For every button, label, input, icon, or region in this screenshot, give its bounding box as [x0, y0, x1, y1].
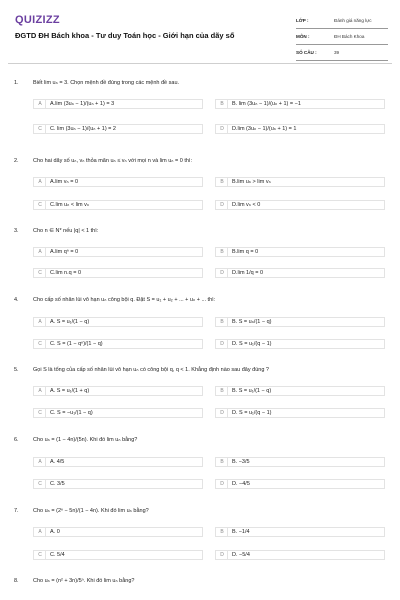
option-b[interactable] — [215, 317, 385, 327]
option-d[interactable] — [215, 339, 385, 349]
option-letter: C — [35, 201, 46, 209]
option-text: C. S = (1 − qⁿ)/(1 − q) — [50, 341, 103, 347]
meta-key: LỚP : — [296, 18, 309, 23]
option-b[interactable] — [215, 177, 385, 187]
option-text: B. −1/4 — [232, 529, 250, 535]
option-text: A. 4/5 — [50, 459, 65, 465]
meta-value: Đánh giá năng lực — [334, 18, 372, 23]
option-d[interactable] — [215, 550, 385, 560]
option-d[interactable] — [215, 200, 385, 210]
option-text: C. lim (3uₙ − 1)/(uₙ + 1) = 2 — [50, 126, 116, 132]
option-c[interactable] — [33, 124, 203, 134]
option-letter: B — [217, 100, 228, 108]
meta-value: 39 — [334, 50, 340, 55]
option-letter: A — [35, 100, 46, 108]
option-letter: A — [35, 318, 46, 326]
document-title: ĐGTD ĐH Bách khoa - Tư duy Toán học - Giới hạn của dãy số — [15, 31, 235, 40]
option-text: D.lim (3uₙ − 1)/(uₙ + 1) = 1 — [232, 126, 297, 132]
option-a[interactable] — [33, 177, 203, 187]
option-text: C.lim uₙ < lim vₙ — [50, 202, 90, 208]
option-letter: D — [217, 340, 228, 348]
question-text: Cho hai dãy số uₙ, vₙ thỏa mãn uₙ ≤ vₙ với mọi n và lim uₙ = 0 thì: — [33, 158, 192, 164]
meta-key: MÔN : — [296, 34, 310, 39]
option-a[interactable] — [33, 99, 203, 109]
option-text: D. −4/5 — [232, 481, 250, 487]
option-letter: D — [217, 480, 228, 488]
question-text: Gọi S là tổng của cấp số nhân lùi vô hạn uₙ có công bội q, q < 1. Khẳng định nào sau đây đúng ? — [33, 367, 269, 373]
question-text: Cho cấp số nhân lùi vô hạn uₙ công bội q. Đặt S = u₁ + u₂ + ... + uₙ + ... thì: — [33, 297, 216, 303]
question-text: Cho uₙ = (1 − 4n)/(5n). Khi đó lim uₙ bằng? — [33, 437, 138, 443]
option-letter: A — [35, 458, 46, 466]
option-c[interactable] — [33, 550, 203, 560]
option-b[interactable] — [215, 527, 385, 537]
header-divider — [8, 63, 392, 64]
question-number: 2. — [14, 158, 19, 164]
question-text: Biết lim uₙ = 3. Chọn mệnh đề đúng trong các mệnh đề sau. — [33, 80, 180, 86]
meta-value: ĐH Bách Khoa — [334, 34, 365, 39]
option-d[interactable] — [215, 124, 385, 134]
option-a[interactable] — [33, 317, 203, 327]
option-letter: B — [217, 248, 228, 256]
option-text: C.lim n.q = 0 — [50, 270, 82, 276]
option-letter: C — [35, 125, 46, 133]
question-text: Cho uₙ = (n² + 3n)/5ⁿ. Khi đó lim uₙ bằng? — [33, 578, 135, 584]
option-letter: C — [35, 340, 46, 348]
option-a[interactable] — [33, 247, 203, 257]
option-letter: C — [35, 551, 46, 559]
option-b[interactable] — [215, 247, 385, 257]
option-text: B. −3/5 — [232, 459, 250, 465]
option-d[interactable] — [215, 408, 385, 418]
option-letter: B — [217, 528, 228, 536]
option-letter: B — [217, 178, 228, 186]
meta-row-count — [296, 45, 388, 61]
question-text: Cho n ∈ N* nếu |q| < 1 thì: — [33, 228, 99, 234]
option-letter: C — [35, 269, 46, 277]
option-text: D.lim vₙ < 0 — [232, 202, 261, 208]
option-text: A.lim vₙ = 0 — [50, 179, 79, 185]
option-b[interactable] — [215, 386, 385, 396]
option-text: A. S = u₁/(1 − q) — [50, 319, 90, 325]
option-a[interactable] — [33, 457, 203, 467]
question-number: 8. — [14, 578, 19, 584]
question-number: 1. — [14, 80, 19, 86]
option-text: B. S = u₁/(1 − q) — [232, 388, 272, 394]
option-text: C. 5/4 — [50, 552, 65, 558]
option-c[interactable] — [33, 268, 203, 278]
option-text: B.lim q = 0 — [232, 249, 259, 255]
option-d[interactable] — [215, 479, 385, 489]
option-letter: D — [217, 409, 228, 417]
option-text: D. S = u₁/(q − 1) — [232, 410, 272, 416]
option-letter: B — [217, 318, 228, 326]
option-text: A. S = u₁/(1 + q) — [50, 388, 90, 394]
option-b[interactable] — [215, 457, 385, 467]
option-letter: A — [35, 178, 46, 186]
question-number: 4. — [14, 297, 19, 303]
document-header — [0, 0, 400, 62]
option-text: C. 3/5 — [50, 481, 65, 487]
option-text: B. S = uₙ/(1 − q) — [232, 319, 272, 325]
option-b[interactable] — [215, 99, 385, 109]
meta-table — [296, 13, 388, 61]
option-text: A.lim qⁿ = 0 — [50, 249, 79, 255]
option-text: A.lim (3uₙ − 1)/(uₙ + 1) = 3 — [50, 101, 115, 107]
option-letter: C — [35, 409, 46, 417]
option-letter: D — [217, 201, 228, 209]
option-text: C. S = −u₁/(1 − q) — [50, 410, 93, 416]
meta-row-subject — [296, 29, 388, 45]
option-letter: D — [217, 125, 228, 133]
option-text: B.lim uₙ > lim vₙ — [232, 179, 271, 185]
option-letter: A — [35, 387, 46, 395]
option-c[interactable] — [33, 200, 203, 210]
option-a[interactable] — [33, 527, 203, 537]
option-d[interactable] — [215, 268, 385, 278]
question-number: 7. — [14, 508, 19, 514]
option-letter: A — [35, 248, 46, 256]
meta-row-class — [296, 13, 388, 29]
option-letter: D — [217, 269, 228, 277]
question-number: 6. — [14, 437, 19, 443]
option-text: B. lim (3uₙ − 1)/(uₙ + 1) = −1 — [232, 101, 301, 107]
option-text: A. 0 — [50, 529, 60, 535]
option-text: D. S = u₁/(q − 1) — [232, 341, 272, 347]
option-text: D. −5/4 — [232, 552, 250, 558]
meta-key: SỐ CÂU : — [296, 50, 317, 55]
question-number: 3. — [14, 228, 19, 234]
option-letter: A — [35, 528, 46, 536]
option-text: D.lim 1/q = 0 — [232, 270, 264, 276]
option-c[interactable] — [33, 339, 203, 349]
option-letter: B — [217, 458, 228, 466]
option-letter: C — [35, 480, 46, 488]
question-text: Cho uₙ = (2ⁿ − 5n)/(1 − 4n). Khi đó lim uₙ bằng? — [33, 508, 149, 514]
option-letter: B — [217, 387, 228, 395]
option-a[interactable] — [33, 386, 203, 396]
question-number: 5. — [14, 367, 19, 373]
option-c[interactable] — [33, 479, 203, 489]
quizizz-logo: QUIZIZZ — [15, 14, 60, 26]
option-letter: D — [217, 551, 228, 559]
option-c[interactable] — [33, 408, 203, 418]
